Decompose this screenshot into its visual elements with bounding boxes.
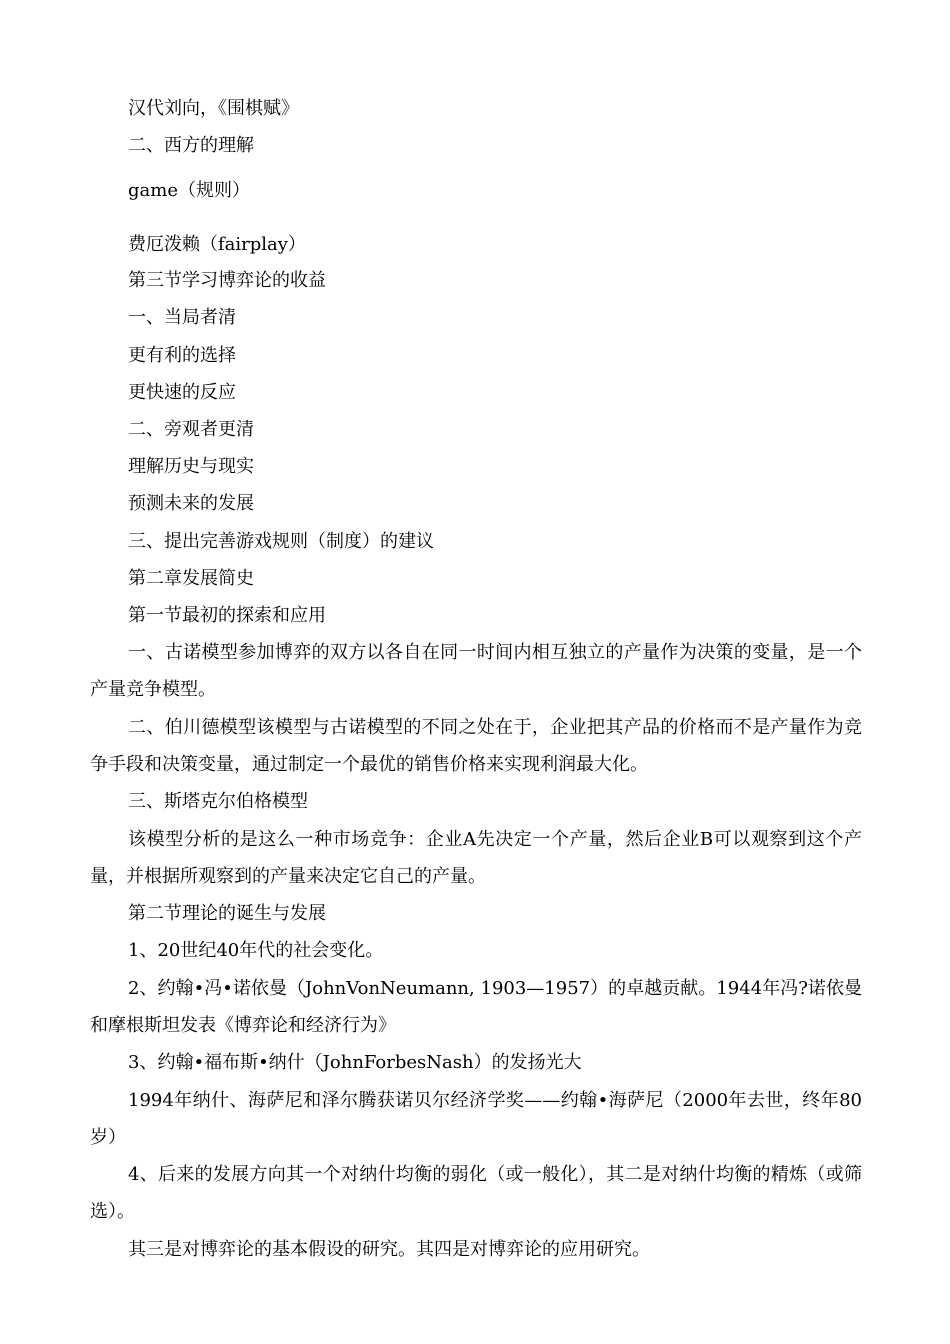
paragraph-cournot-model: 一、古诺模型参加博弈的双方以各自在同一时间内相互独立的产量作为决策的变量，是一个产量竞争模型。 [90, 642, 862, 700]
paragraph-bertrand-model: 二、伯川德模型该模型与古诺模型的不同之处在于，企业把其产品的价格而不是产量作为竞争手段和决策变量，通过制定一个最优的销售价格来实现利润最大化。 [90, 717, 862, 775]
paragraph-nobel-prize: 1994年纳什、海萨尼和泽尔腾获诺贝尔经济学奖——约翰•海萨尼（2000年去世，终年80岁） [90, 1090, 862, 1148]
paragraph-stackelberg-heading: 三、斯塔克尔伯格模型 [128, 791, 308, 812]
paragraph-faster-reaction: 更快速的反应 [128, 382, 236, 403]
paragraph-assumptions-applications: 其三是对博弈论的基本假设的研究。其四是对博弈论的应用研究。 [128, 1239, 650, 1260]
paragraph-insider-clear: 一、当局者清 [128, 307, 236, 328]
paragraph-fairplay: 费厄泼赖（fairplay） [128, 234, 306, 255]
paragraph-better-choice: 更有利的选择 [128, 345, 236, 366]
paragraph-later-directions: 4、后来的发展方向其一个对纳什均衡的弱化（或一般化），其二是对纳什均衡的精炼（或筛选）。 [90, 1164, 862, 1222]
paragraph-suggest-rules: 三、提出完善游戏规则（制度）的建议 [128, 531, 434, 552]
paragraph-liuxiang: 汉代刘向，《围棋赋》 [128, 98, 299, 119]
paragraph-von-neumann: 2、约翰•冯•诺依曼（JohnVonNeumann, 1903—1957）的卓越贡献。1944年冯?诺依曼和摩根斯坦发表《博弈论和经济行为》 [90, 978, 862, 1036]
paragraph-chapter-two-heading: 第二章发展简史 [128, 568, 254, 589]
paragraph-stackelberg-model: 该模型分析的是这么一种市场竞争：企业A先决定一个产量，然后企业B可以观察到这个产量，并根据所观察到的产量来决定它自己的产量。 [90, 829, 862, 887]
paragraph-section-three-heading: 第三节学习博弈论的收益 [128, 270, 326, 291]
paragraph-western-understanding: 二、西方的理解 [128, 135, 254, 156]
paragraph-predict-future: 预测未来的发展 [128, 493, 254, 514]
paragraph-social-change: 1、20世纪40年代的社会变化。 [128, 940, 384, 961]
paragraph-section-one-heading: 第一节最初的探索和应用 [128, 605, 326, 626]
paragraph-understand-history: 理解历史与现实 [128, 456, 254, 477]
paragraph-bystander-clearer: 二、旁观者更清 [128, 419, 254, 440]
paragraph-game-rules: game（规则） [128, 180, 250, 201]
paragraph-nash: 3、约翰•福布斯•纳什（JohnForbesNash）的发扬光大 [128, 1052, 582, 1073]
paragraph-section-two-heading: 第二节理论的诞生与发展 [128, 903, 326, 924]
